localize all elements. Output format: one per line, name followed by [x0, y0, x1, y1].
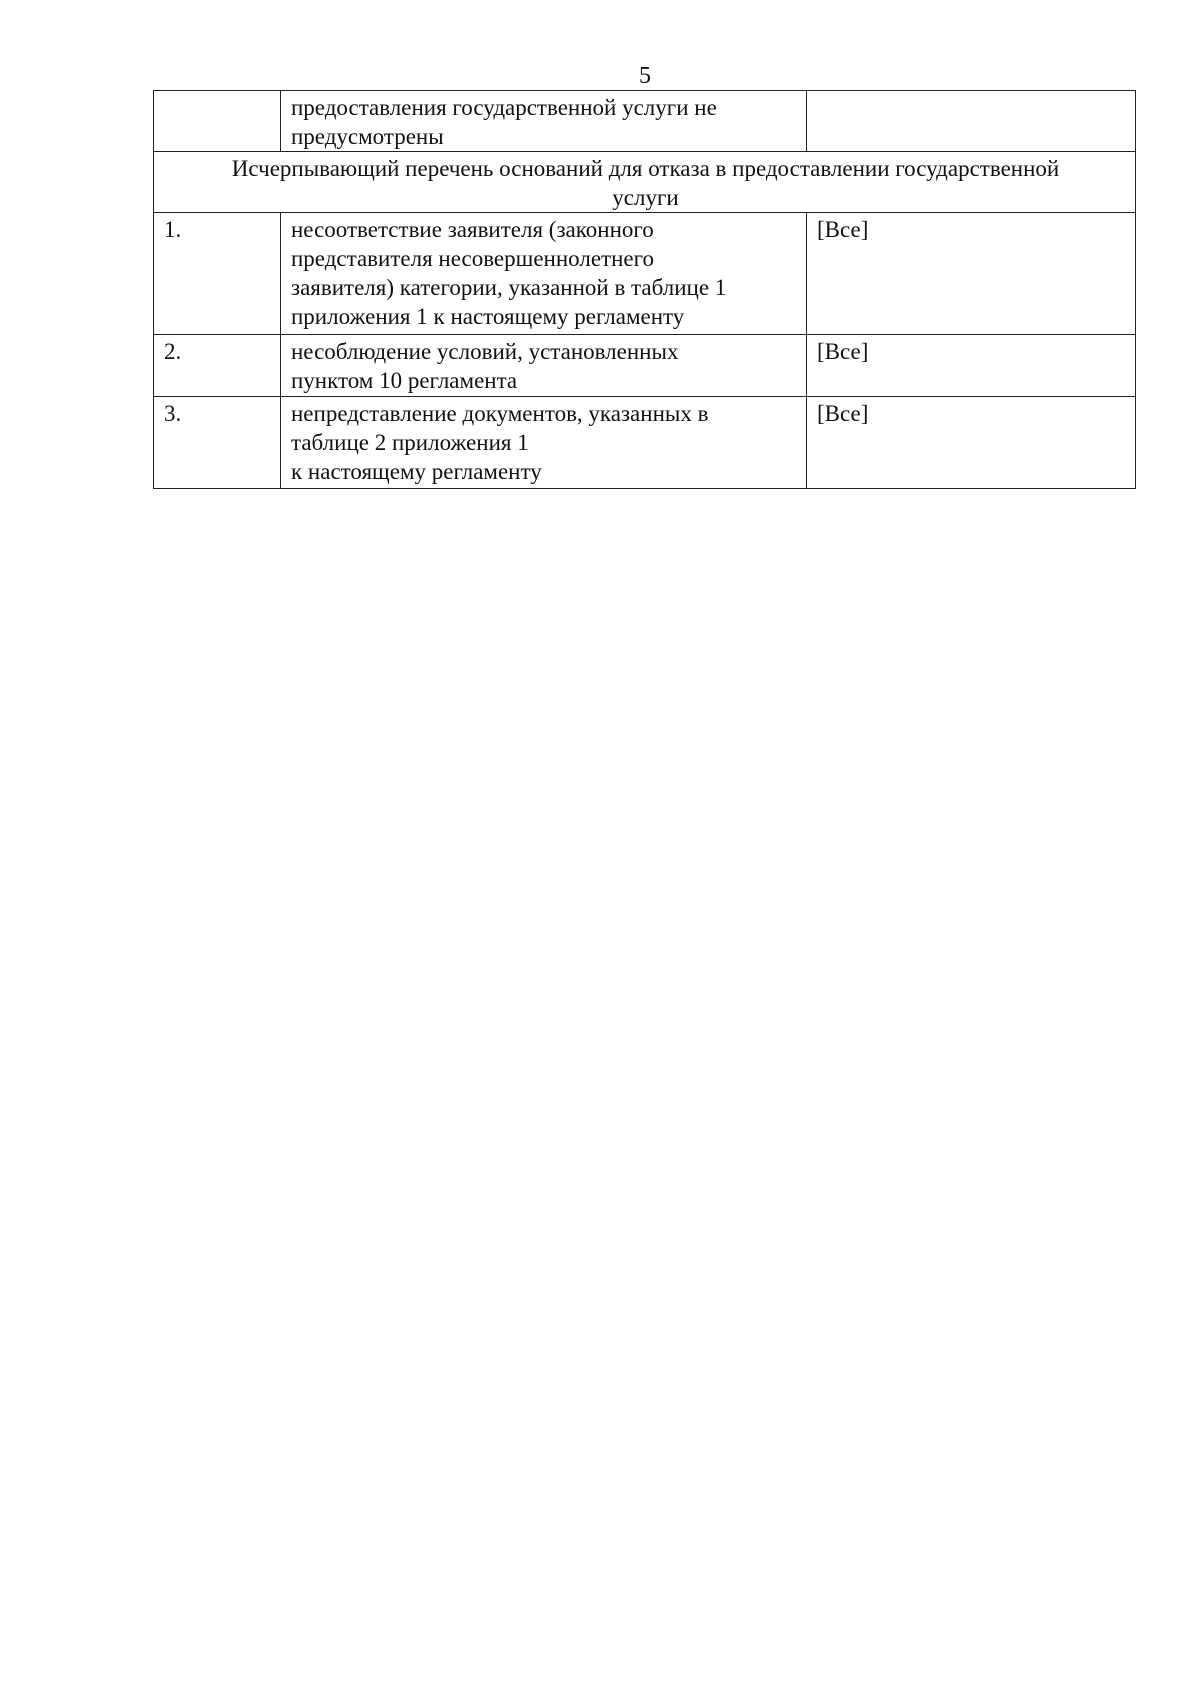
row-text-cell	[281, 91, 807, 152]
table-section-heading-row	[154, 152, 1136, 213]
grounds-table	[153, 90, 1136, 489]
row-text-line: пунктом 10 регламента	[291, 368, 518, 393]
row-text-cell	[281, 213, 807, 335]
row-applies-cell: [Все]	[807, 335, 1136, 397]
row-text-cell	[281, 397, 807, 489]
row-number-cell: 3.	[154, 397, 281, 489]
row-number-cell: 2.	[154, 335, 281, 397]
row-text-line: несоблюдение условий, установленных	[291, 339, 679, 364]
table-row	[154, 335, 1136, 397]
section-heading-line: Исчерпывающий перечень оснований для отказа в предоставлении государственной	[231, 156, 1060, 181]
row-number-cell	[154, 91, 281, 152]
row-text-line: несоответствие заявителя (законного	[291, 217, 654, 242]
section-heading-line: услуги	[612, 185, 679, 210]
row-text-line: таблице 2 приложения 1	[291, 430, 529, 455]
section-heading	[154, 152, 1136, 213]
row-applies-cell: [Все]	[807, 213, 1136, 335]
page-number: 5	[639, 63, 651, 89]
row-text-line: непредставление документов, указанных в	[291, 401, 709, 426]
row-applies-cell	[807, 91, 1136, 152]
row-text-line: предоставления государственной услуги не	[291, 95, 717, 120]
row-applies-cell: [Все]	[807, 397, 1136, 489]
row-text-cell	[281, 335, 807, 397]
row-text-line: представителя несовершеннолетнего	[291, 246, 654, 271]
row-text-line: заявителя) категории, указанной в таблице 1	[291, 275, 727, 300]
table-row	[154, 397, 1136, 489]
row-number-cell: 1.	[154, 213, 281, 335]
row-text-line: предусмотрены	[291, 124, 444, 149]
row-text-line: к настоящему регламенту	[291, 459, 542, 484]
table-row-continuation	[154, 91, 1136, 152]
table-row	[154, 213, 1136, 335]
row-text-line: приложения 1 к настоящему регламенту	[291, 304, 685, 329]
